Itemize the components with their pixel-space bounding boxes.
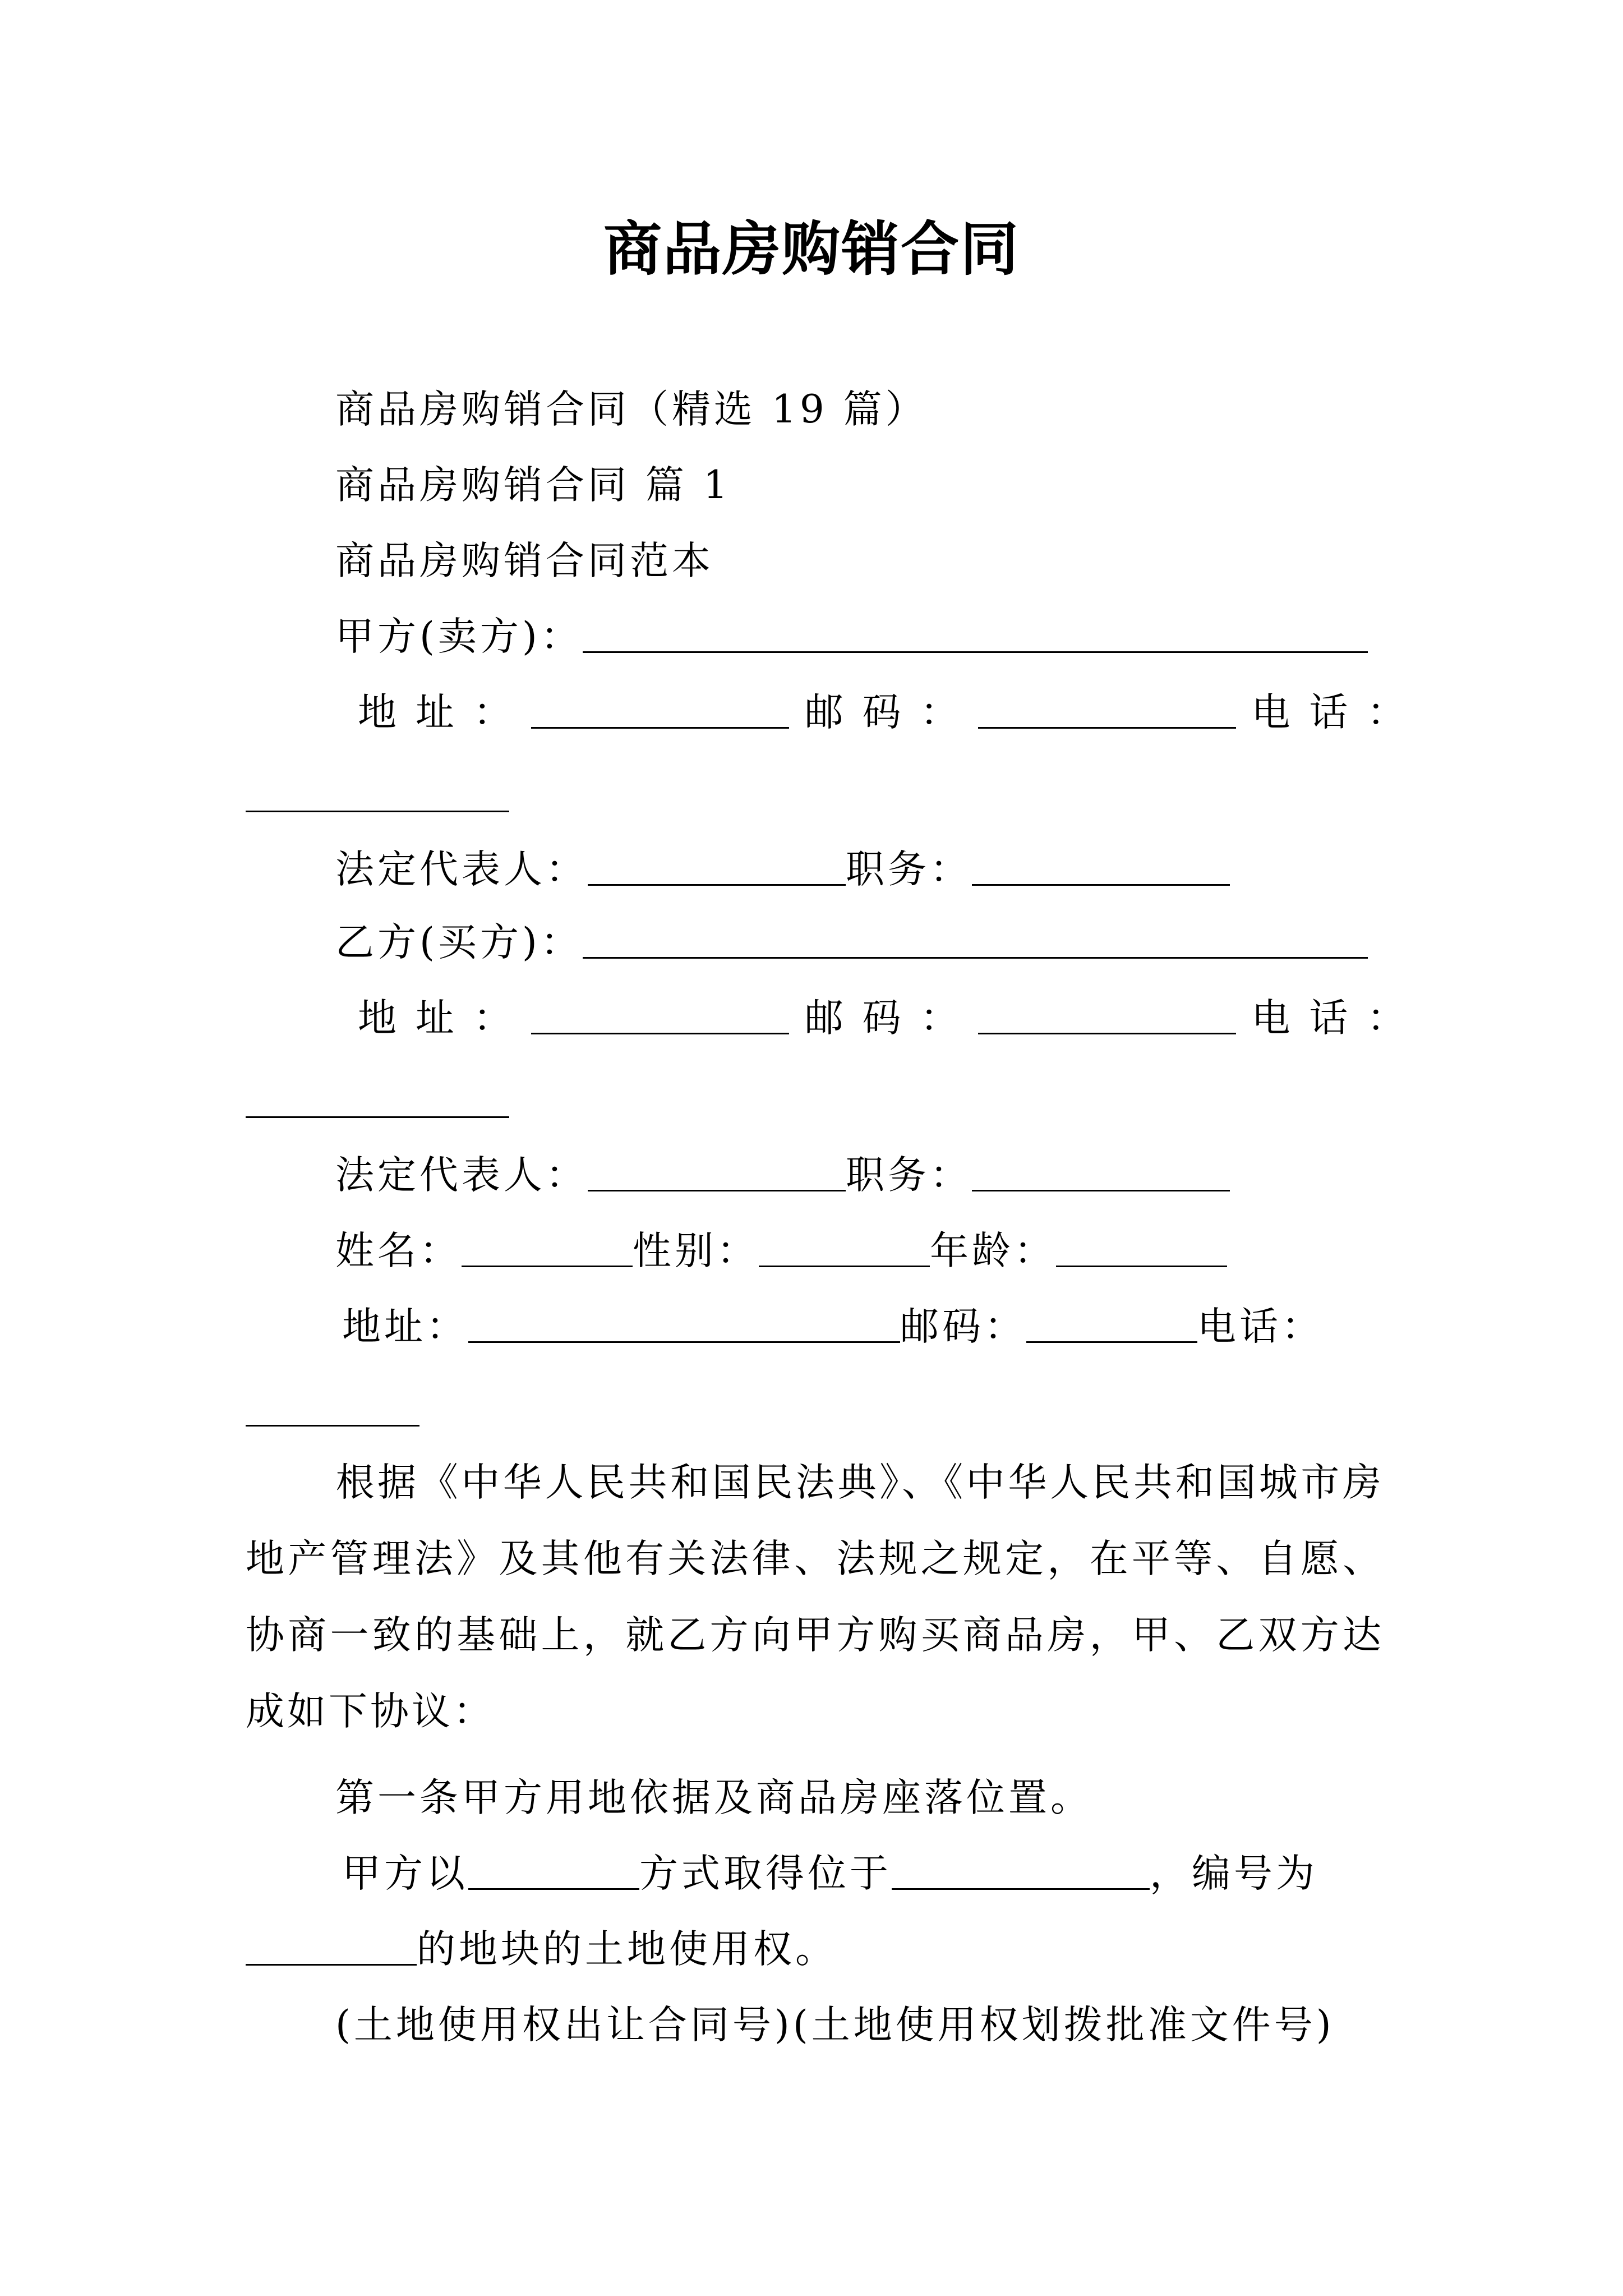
land-location-field[interactable] xyxy=(892,1852,1150,1890)
party-a-postcode-field[interactable] xyxy=(978,691,1236,729)
party-a-postcode-label: 邮 码 ： xyxy=(804,690,962,735)
individual-address-label: 地址： xyxy=(342,1304,468,1349)
party-a-legal-rep-label: 法定代表人： xyxy=(335,847,588,892)
age-label: 年龄： xyxy=(930,1228,1056,1273)
article-1-text-c: ，编号为 xyxy=(1150,1851,1318,1896)
party-b-legal-rep-field[interactable] xyxy=(588,1154,846,1191)
sample-title: 商品房购销合同范本 xyxy=(335,539,714,583)
party-b-position-field[interactable] xyxy=(972,1154,1230,1191)
party-a-address-label: 地 址 ： xyxy=(358,690,515,735)
article-1-text-a: 甲方以 xyxy=(342,1851,468,1896)
party-b-contact-row xyxy=(358,990,1409,1046)
individual-phone-field[interactable] xyxy=(246,1425,419,1427)
age-field[interactable] xyxy=(1056,1230,1227,1267)
party-a-row xyxy=(335,609,1368,665)
party-a-position-field[interactable] xyxy=(972,848,1230,886)
party-b-postcode-field[interactable] xyxy=(978,997,1236,1034)
article-1-text-b: 方式取得位于 xyxy=(639,1851,892,1896)
collection-title: 商品房购销合同（精选 19 篇） xyxy=(335,387,928,432)
party-b-phone-field[interactable] xyxy=(246,1116,509,1118)
preamble-paragraph xyxy=(246,1444,1384,1750)
party-a-contact-row xyxy=(358,684,1409,740)
party-b-phone-label: 电 话 ： xyxy=(1251,996,1409,1041)
article-1-text-d: 的地块的土地使用权。 xyxy=(417,1927,837,1972)
party-a-phone-field[interactable] xyxy=(246,811,509,812)
party-a-rep-row xyxy=(335,841,1230,898)
party-b-row xyxy=(335,914,1368,970)
individual-address-field[interactable] xyxy=(468,1305,900,1343)
party-b-postcode-label: 邮 码 ： xyxy=(804,996,962,1041)
party-b-name-field[interactable] xyxy=(583,921,1368,959)
article-1-line-1 xyxy=(342,1846,1318,1902)
gender-field[interactable] xyxy=(759,1230,930,1267)
gender-label: 性别： xyxy=(633,1228,759,1273)
party-a-address-field[interactable] xyxy=(531,691,789,729)
preamble-text: 根据《中华人民共和国民法典》、《中华人民共和国城市房地产管理法》及其他有关法律、法规之规定，在平等、自愿、协商一致的基础上，就乙方向甲方购买商品房，甲、乙双方达成如下协议： xyxy=(246,1460,1384,1734)
party-b-address-field[interactable] xyxy=(531,997,789,1034)
party-a-phone-label: 电 话 ： xyxy=(1251,690,1409,735)
party-b-rep-row xyxy=(335,1147,1230,1203)
individual-phone-label: 电话： xyxy=(1197,1304,1324,1349)
individual-postcode-field[interactable] xyxy=(1026,1305,1197,1343)
individual-contact-row xyxy=(342,1299,1324,1355)
land-number-field[interactable] xyxy=(246,1928,417,1966)
part-title: 商品房购销合同 篇 1 xyxy=(335,463,731,508)
name-field[interactable] xyxy=(462,1230,633,1267)
land-method-field[interactable] xyxy=(468,1852,639,1890)
article-1-line-2 xyxy=(246,1921,837,1977)
party-b-position-label: 职务： xyxy=(846,1153,972,1198)
individual-postcode-label: 邮码： xyxy=(900,1304,1026,1349)
party-a-name-field[interactable] xyxy=(583,615,1368,653)
party-b-address-label: 地 址 ： xyxy=(358,996,515,1041)
article-1-heading: 第一条甲方用地依据及商品房座落位置。 xyxy=(335,1775,1092,1820)
party-a-legal-rep-field[interactable] xyxy=(588,848,846,886)
party-a-label: 甲方(卖方)： xyxy=(335,614,583,659)
party-a-position-label: 职务： xyxy=(846,847,972,892)
party-b-label: 乙方(买方)： xyxy=(335,920,583,965)
name-label: 姓名： xyxy=(335,1228,462,1273)
party-b-legal-rep-label: 法定代表人： xyxy=(335,1153,588,1198)
individual-row xyxy=(335,1223,1227,1279)
article-1-note: (土地使用权出让合同号)(土地使用权划拨批准文件号) xyxy=(335,2003,1335,2047)
document-title: 商品房购销合同 xyxy=(603,215,1020,283)
